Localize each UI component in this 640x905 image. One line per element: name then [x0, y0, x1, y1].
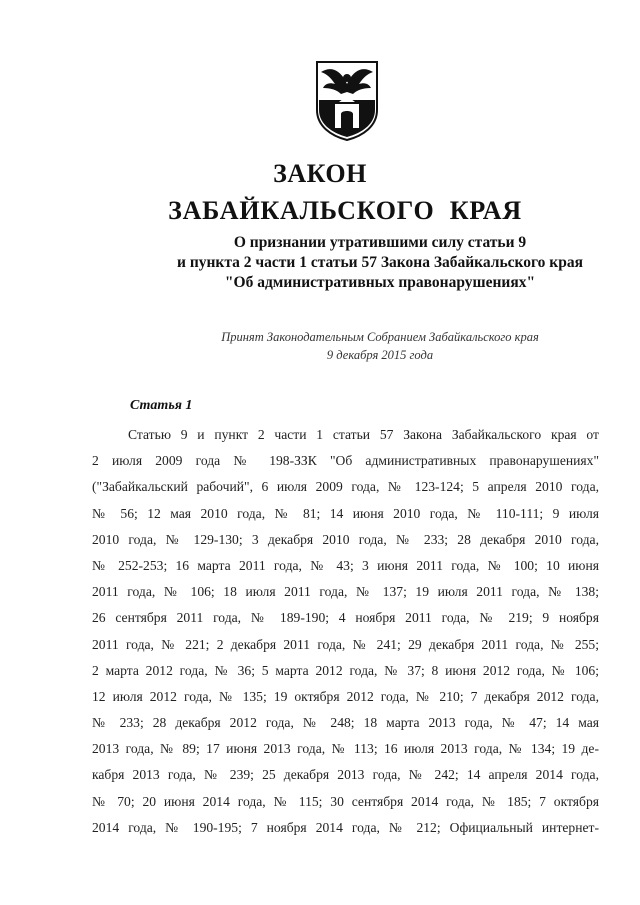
law-subject — [60, 233, 640, 293]
body-line: 2011 года, № 106; 18 июля 2011 года, № 137; 19 июля 2011 года, № 138; — [92, 584, 599, 600]
document-region: ЗАБАЙКАЛЬСКОГО КРАЯ — [168, 196, 522, 225]
body-line: 2 марта 2012 года, № 36; 5 марта 2012 года, № 37; 8 июня 2012 года, № 106; — [92, 662, 599, 678]
body-line: кабря 2013 года, № 239; 25 декабря 2013 года, № 242; 14 апреля 2014 года, — [92, 767, 599, 783]
body-line: Статью 9 и пункт 2 части 1 статьи 57 Закона Забайкальского края от — [128, 427, 599, 442]
subject-line: "Об административных правонарушениях" — [224, 274, 536, 291]
document-title: ЗАКОН — [273, 159, 367, 188]
article-heading: Статья 1 — [130, 398, 193, 413]
coat-of-arms-icon — [313, 58, 381, 142]
subject-line: и пункта 2 части 1 статьи 57 Закона Забайкальского края — [177, 254, 583, 271]
body-line: № 233; 28 декабря 2012 года, № 248; 18 марта 2013 года, № 47; 14 мая — [92, 715, 599, 731]
article-body — [92, 422, 599, 841]
body-line: 2014 года, № 190-195; 7 ноября 2014 года, № 212; Официальный интернет- — [92, 819, 599, 835]
body-line: 2010 года, № 129-130; 3 декабря 2010 года, № 233; 28 декабря 2010 года, — [92, 531, 599, 547]
body-line: 2011 года, № 221; 2 декабря 2011 года, № 241; 29 декабря 2011 года, № 255; — [92, 636, 599, 652]
adoption-note — [60, 328, 640, 364]
subject-line: О признании утратившими силу статьи 9 — [233, 234, 527, 251]
body-line: 26 сентября 2011 года, № 189-190; 4 ноября 2011 года, № 219; 9 ноября — [92, 610, 599, 626]
body-line: № 56; 12 мая 2010 года, № 81; 14 июня 2010 года, № 110-111; 9 июля — [92, 505, 599, 521]
body-line: 2 июля 2009 года № 198-ЗЗК "Об административных правонарушениях" — [92, 453, 599, 469]
body-line: 12 июля 2012 года, № 135; 19 октября 2012 года, № 210; 7 декабря 2012 года, — [92, 688, 599, 704]
adoption-date: 9 декабря 2015 года — [326, 348, 434, 362]
body-line: № 252-253; 16 марта 2011 года, № 43; 3 июня 2011 года, № 100; 10 июня — [92, 557, 599, 573]
adoption-line: Принят Законодательным Собранием Забайкальского края — [221, 330, 539, 344]
body-line: № 70; 20 июня 2014 года, № 115; 30 сентября 2014 года, № 185; 7 октября — [92, 793, 599, 809]
body-line: 2013 года, № 89; 17 июня 2013 года, № 113; 16 июля 2013 года, № 134; 19 де- — [92, 741, 599, 757]
body-line: ("Забайкальский рабочий", 6 июля 2009 года, № 123-124; 5 апреля 2010 года, — [92, 479, 599, 495]
